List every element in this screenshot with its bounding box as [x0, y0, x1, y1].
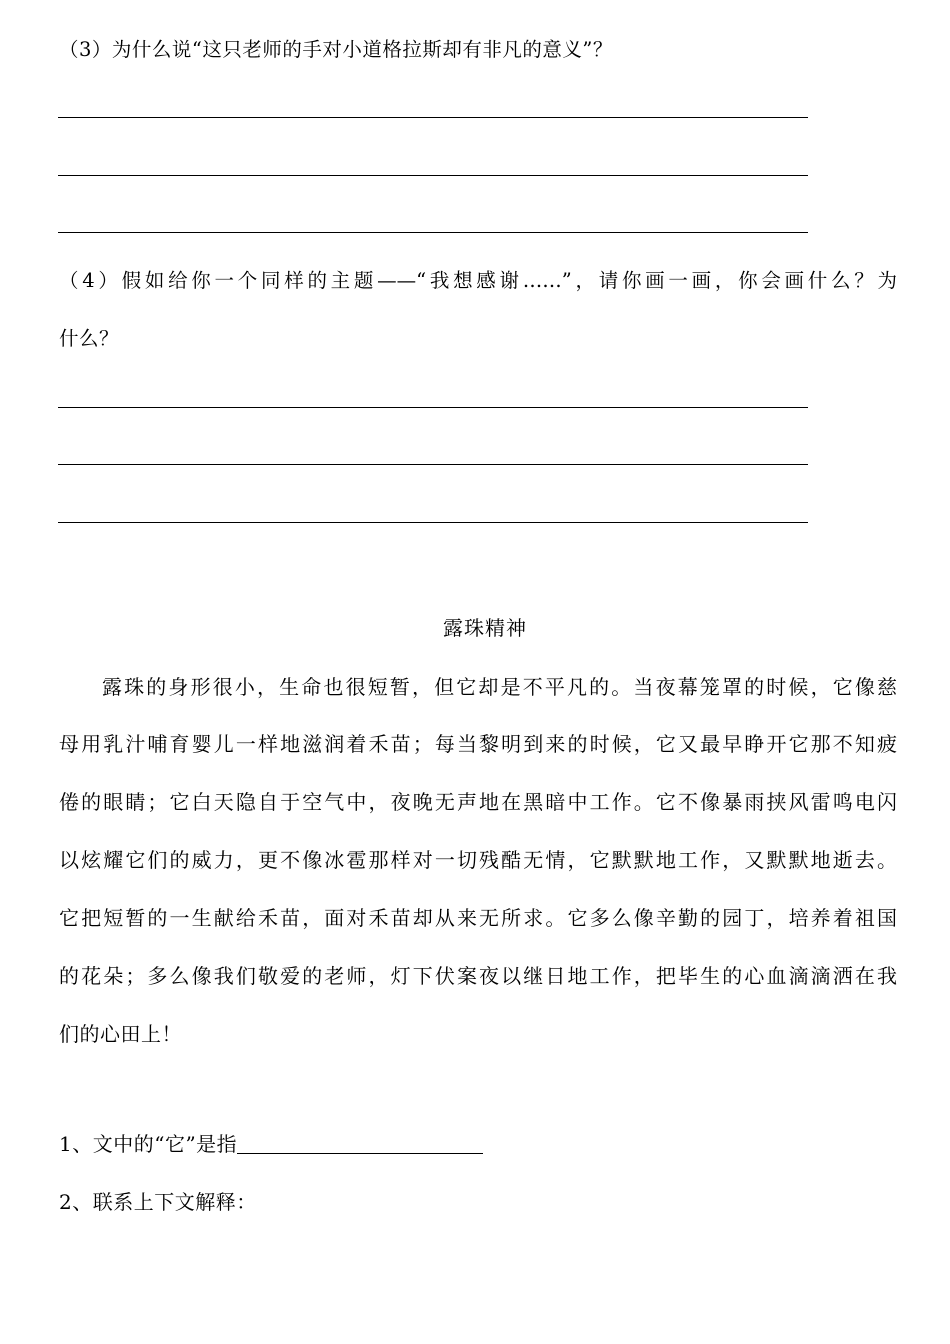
answer-line[interactable] [58, 175, 808, 176]
answer-line[interactable] [58, 117, 808, 118]
question-4-line-1: （4）假如给你一个同样的主题——“我想感谢……”，请你画一画，你会画什么？为 [59, 269, 897, 292]
passage-line: 母用乳汁哺育婴儿一样地滋润着禾苗；每当黎明到来的时候，它又最早睁开它那不知疲 [59, 732, 897, 756]
question-3: （3）为什么说“这只老师的手对小道格拉斯却有非凡的意义”？ [59, 38, 613, 61]
passage-line: 倦的眼睛；它白天隐自于空气中，夜晚无声地在黑暗中工作。它不像暴雨挟风雷鸣电闪 [59, 790, 897, 814]
passage-line: 的花朵；多么像我们敬爱的老师，灯下伏案夜以继日地工作，把毕生的心血滴滴洒在我 [59, 964, 897, 988]
answer-line[interactable] [58, 407, 808, 408]
question-1 [59, 1128, 483, 1157]
answer-line[interactable] [58, 522, 808, 523]
answer-blank[interactable] [237, 1153, 483, 1154]
question-1-text: 1、文中的“它”是指 [59, 1132, 238, 1156]
passage-line: 它把短暂的一生献给禾苗，面对禾苗却从来无所求。它多么像辛勤的园丁，培养着祖国 [59, 906, 897, 930]
passage-line: 们的心田上！ [59, 1022, 182, 1046]
question-2: 2、联系上下文解释： [59, 1190, 257, 1214]
answer-line[interactable] [58, 232, 808, 233]
passage-title: 露珠精神 [443, 616, 527, 640]
question-4-line-2: 什么？ [59, 327, 120, 350]
answer-line[interactable] [58, 464, 808, 465]
passage-line: 露珠的身形很小，生命也很短暂，但它却是不平凡的。当夜幕笼罩的时候，它像慈 [102, 675, 897, 699]
passage-line: 以炫耀它们的威力，更不像冰雹那样对一切残酷无情，它默默地工作，又默默地逝去。 [59, 848, 897, 872]
